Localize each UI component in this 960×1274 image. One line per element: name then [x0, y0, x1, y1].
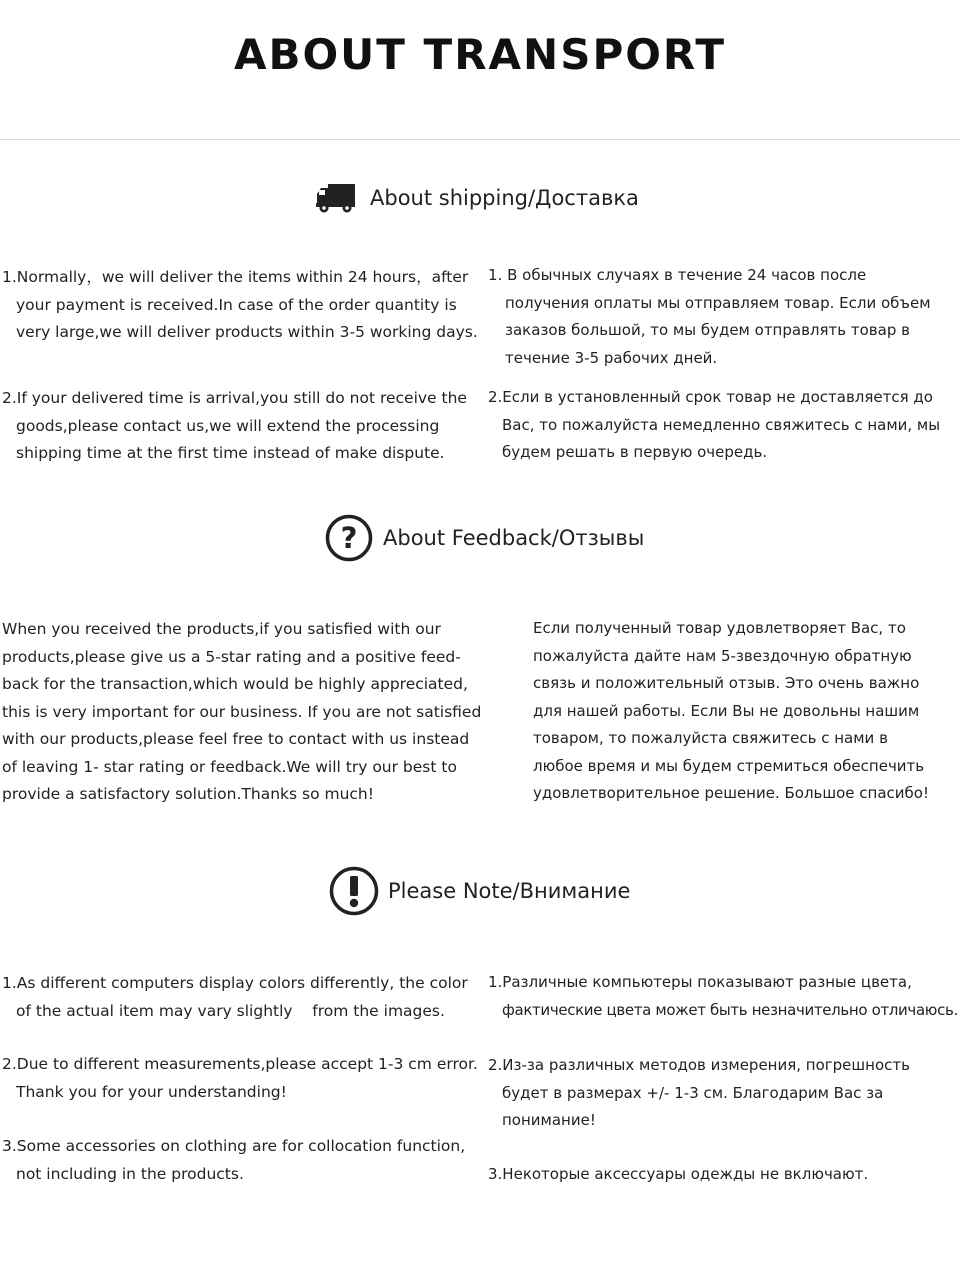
- text-line: 2.Due to different measurements,please accept 1-3 cm error.: [2, 1055, 478, 1073]
- text-line: products,please give us a 5-star rating and a positive feed-: [2, 647, 461, 666]
- text-line: фактические цвета может быть незначительно отличаюсь.: [502, 1000, 958, 1019]
- text-line: товаром, то пожалуйста свяжитесь с нами в: [533, 729, 888, 747]
- text-line: Если полученный товар удовлетворяет Вас, то: [533, 619, 906, 637]
- text-line: получения оплаты мы отправляем товар. Если объем: [505, 293, 931, 312]
- divider: [0, 139, 960, 140]
- text-line: provide a satisfactory solution.Thanks so much!: [2, 785, 374, 803]
- text-line: with our products,please feel free to contact with us instead: [2, 730, 470, 748]
- text-line: shipping time at the first time instead of make dispute.: [16, 444, 445, 462]
- text-line: любое время и мы будем стремиться обеспечить: [533, 756, 925, 775]
- text-line: back for the transaction,which would be highly appreciated,: [2, 675, 468, 693]
- text-line: 3.Some accessories on clothing are for collocation function,: [2, 1137, 466, 1155]
- text-line: 1.Normally，we will deliver the items within 24 hours，after: [2, 268, 469, 286]
- text-line: 2.Если в установленный срок товар не доставляется до: [488, 388, 933, 406]
- shipping-en-2: [2, 385, 467, 468]
- note-header: [329, 866, 630, 916]
- text-line: 2.Из-за различных методов измерения, погрешность: [488, 1056, 910, 1074]
- shipping-ru-1: [488, 262, 931, 372]
- text-line: течение 3-5 рабочих дней.: [505, 348, 718, 367]
- text-line: 1.As different computers display colors differently, the color: [2, 974, 468, 992]
- text-line: 1. В обычных случаях в течение 24 часов после: [488, 266, 867, 284]
- note-ru-3: [488, 1161, 868, 1189]
- text-line: of the actual item may vary slightly from the images.: [16, 1001, 445, 1020]
- text-line: very large,we will deliver products within 3-5 working days.: [16, 323, 478, 341]
- feedback-en: [2, 616, 481, 809]
- note-en-2: [2, 1051, 478, 1106]
- shipping-heading: About shipping/Доставка: [370, 186, 639, 210]
- feedback-heading: About Feedback/Отзывы: [383, 526, 645, 550]
- page-title: ABOUT TRANSPORT: [233, 30, 727, 79]
- text-line: 1.Различные компьютеры показывают разные цвета,: [488, 973, 912, 991]
- text-line: Thank you for your understanding!: [16, 1082, 287, 1101]
- note-ru-2: [488, 1052, 910, 1135]
- text-line: связь и положительный отзыв. Это очень важно: [533, 674, 920, 692]
- text-line: this is very important for our business. If you are not satisfied: [2, 702, 482, 721]
- text-line: not including in the products.: [16, 1164, 244, 1183]
- shipping-header: [316, 181, 639, 215]
- shipping-ru-2: [488, 384, 940, 467]
- note-ru-1: [488, 969, 958, 1024]
- note-en-3: [2, 1133, 465, 1188]
- question-circle-icon: [325, 514, 373, 562]
- text-line: 2.If your delivered time is arrival,you still do not receive the: [2, 389, 467, 407]
- text-line: of leaving 1- star rating or feedback.We will try our best to: [2, 757, 457, 776]
- text-line: будет в размерах +/- 1-3 см. Благодарим Вас за: [502, 1083, 884, 1102]
- feedback-header: [325, 514, 644, 562]
- feedback-ru: [533, 615, 929, 808]
- exclamation-circle-icon: [329, 866, 379, 916]
- text-line: When you received the products,if you satisfied with our: [2, 620, 441, 638]
- text-line: Вас, то пожалуйста немедленно свяжитесь с нами, мы: [502, 415, 941, 434]
- text-line: пожалуйста дайте нам 5-звездочную обратную: [533, 646, 912, 665]
- text-line: понимание!: [502, 1111, 596, 1129]
- text-line: удовлетворительное решение. Большое спасибо!: [533, 784, 929, 802]
- text-line: goods,please contact us,we will extend the processing: [16, 416, 440, 435]
- truck-icon: [316, 181, 356, 215]
- svg-text:?: ?: [340, 521, 358, 555]
- text-line: для нашей работы. Если Вы не довольны нашим: [533, 701, 920, 720]
- text-line: your payment is received.In case of the order quantity is: [16, 295, 457, 314]
- text-line: будем решать в первую очередь.: [502, 443, 768, 461]
- shipping-en-1: [2, 264, 478, 347]
- text-line: 3.Некоторые аксессуары одежды не включают.: [488, 1165, 869, 1183]
- note-en-1: [2, 970, 468, 1025]
- text-line: заказов большой, то мы будем отправлять товар в: [505, 321, 910, 339]
- note-heading: Please Note/Внимание: [388, 879, 631, 903]
